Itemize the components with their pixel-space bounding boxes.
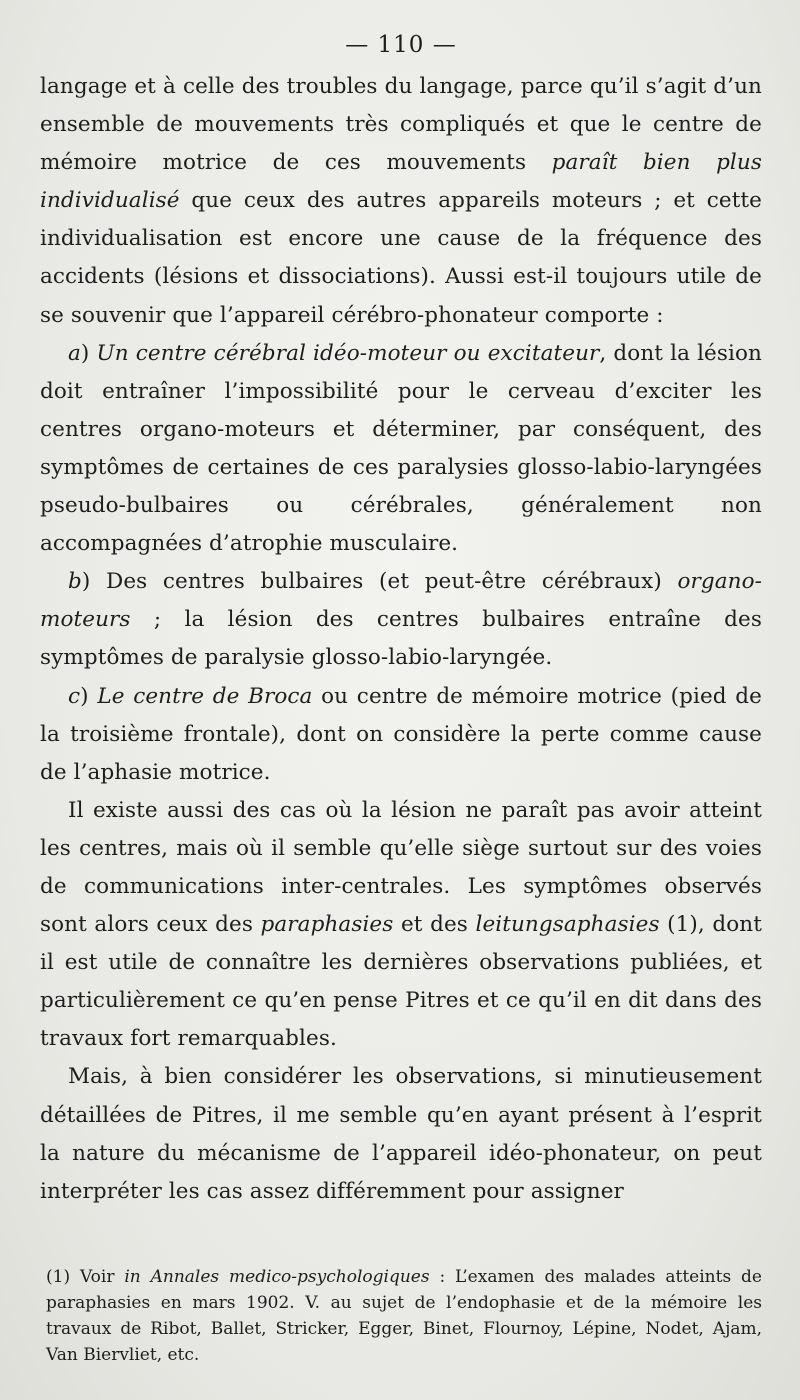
paragraph-6 (40, 1058, 762, 1210)
footnote-1 (46, 1264, 762, 1368)
emphasis: leitungsaphasies (475, 912, 660, 938)
text-run: ) (80, 683, 98, 709)
text-run: (1) Voir (46, 1267, 125, 1287)
emphasis: paraphasies (260, 912, 394, 938)
footnote (46, 1264, 762, 1368)
emphasis: Le centre de Broca (97, 683, 313, 709)
emphasis: organo-moteurs (40, 569, 762, 633)
emphasis: paraît bien plus individualisé (40, 150, 762, 214)
text-run: ou centre de mémoire motrice (pied de la troisième frontale), dont on considère la perte comme cause de l’aphasie motrice. (40, 683, 762, 785)
text-run: ) Des centres bulbaires (et peut-être cérébraux) (81, 569, 678, 595)
text-run: Il existe aussi des cas où la lésion ne paraît pas avoir atteint les centres, mais où il semble qu’elle siège surtout sur des voies de communications inter-centrales. Les symptômes observés sont alors ceux des (40, 797, 762, 938)
text-run: langage et à celle des troubles du langage, parce qu’il s’agit d’un ensemble de mouvements très compliqués et que le centre de mémoire motrice de ces mouvements (40, 74, 762, 176)
emphasis: b (68, 569, 82, 595)
paragraph-4 (40, 678, 762, 792)
text-run: , dont la lésion doit entraîner l’impossibilité pour le cerveau d’exciter les centres organo-moteurs et déterminer, par conséquent, des symptômes de certaines de ces paralysies glosso-labio-laryngées pseudo-bulbaires ou cérébrales, généralement non accompagnées d’atrophie musculaire. (40, 340, 762, 557)
text-run: Mais, à bien considérer les observations, si minutieusement détaillées de Pitres, il me semble qu’en ayant présent à l’esprit la nature du mécanisme de l’appareil idéo-phonateur, on peut interpréter les cas assez différemment pour assigner (40, 1064, 762, 1204)
paragraph-3 (40, 563, 762, 677)
page-number: — 110 — (345, 32, 457, 58)
paragraph-2 (40, 335, 762, 564)
emphasis: a (68, 340, 81, 366)
text-run: et des (393, 912, 476, 938)
emphasis: Un centre cérébral idéo-moteur ou excitateur (96, 340, 600, 366)
text-run: ; la lésion des centres bulbaires entraîne des symptômes de paralysie glosso-labio-laryngée. (40, 607, 762, 671)
emphasis: in Annales medico-psychologiques (124, 1267, 430, 1287)
body-text (40, 68, 762, 1211)
text-run: ) (80, 340, 97, 366)
text-run: (1), dont il est utile de connaître les dernières observations publiées, et particulièrement ce qu’en pense Pitres et ce qu’il en dit dans des travaux fort remarquables. (40, 912, 762, 1052)
text-run: : L’examen des malades atteints de paraphasies en mars 1902. V. au sujet de l’endophasie et de la mémoire les travaux de Ribot, Ballet, Stricker, Egger, Binet, Flournoy, Lépine, Nodet, Ajam, Van Biervliet, etc. (46, 1267, 762, 1365)
emphasis: c (68, 683, 81, 709)
text-run: que ceux des autres appareils moteurs ; et cette individualisation est encore une cause de la fréquence des accidents (lésions et dissociations). Aussi est-il toujours utile de se souvenir que l’appareil cérébro-phonateur comporte : (40, 188, 762, 328)
paragraph-5 (40, 792, 762, 1059)
paragraph-1 (40, 68, 762, 335)
